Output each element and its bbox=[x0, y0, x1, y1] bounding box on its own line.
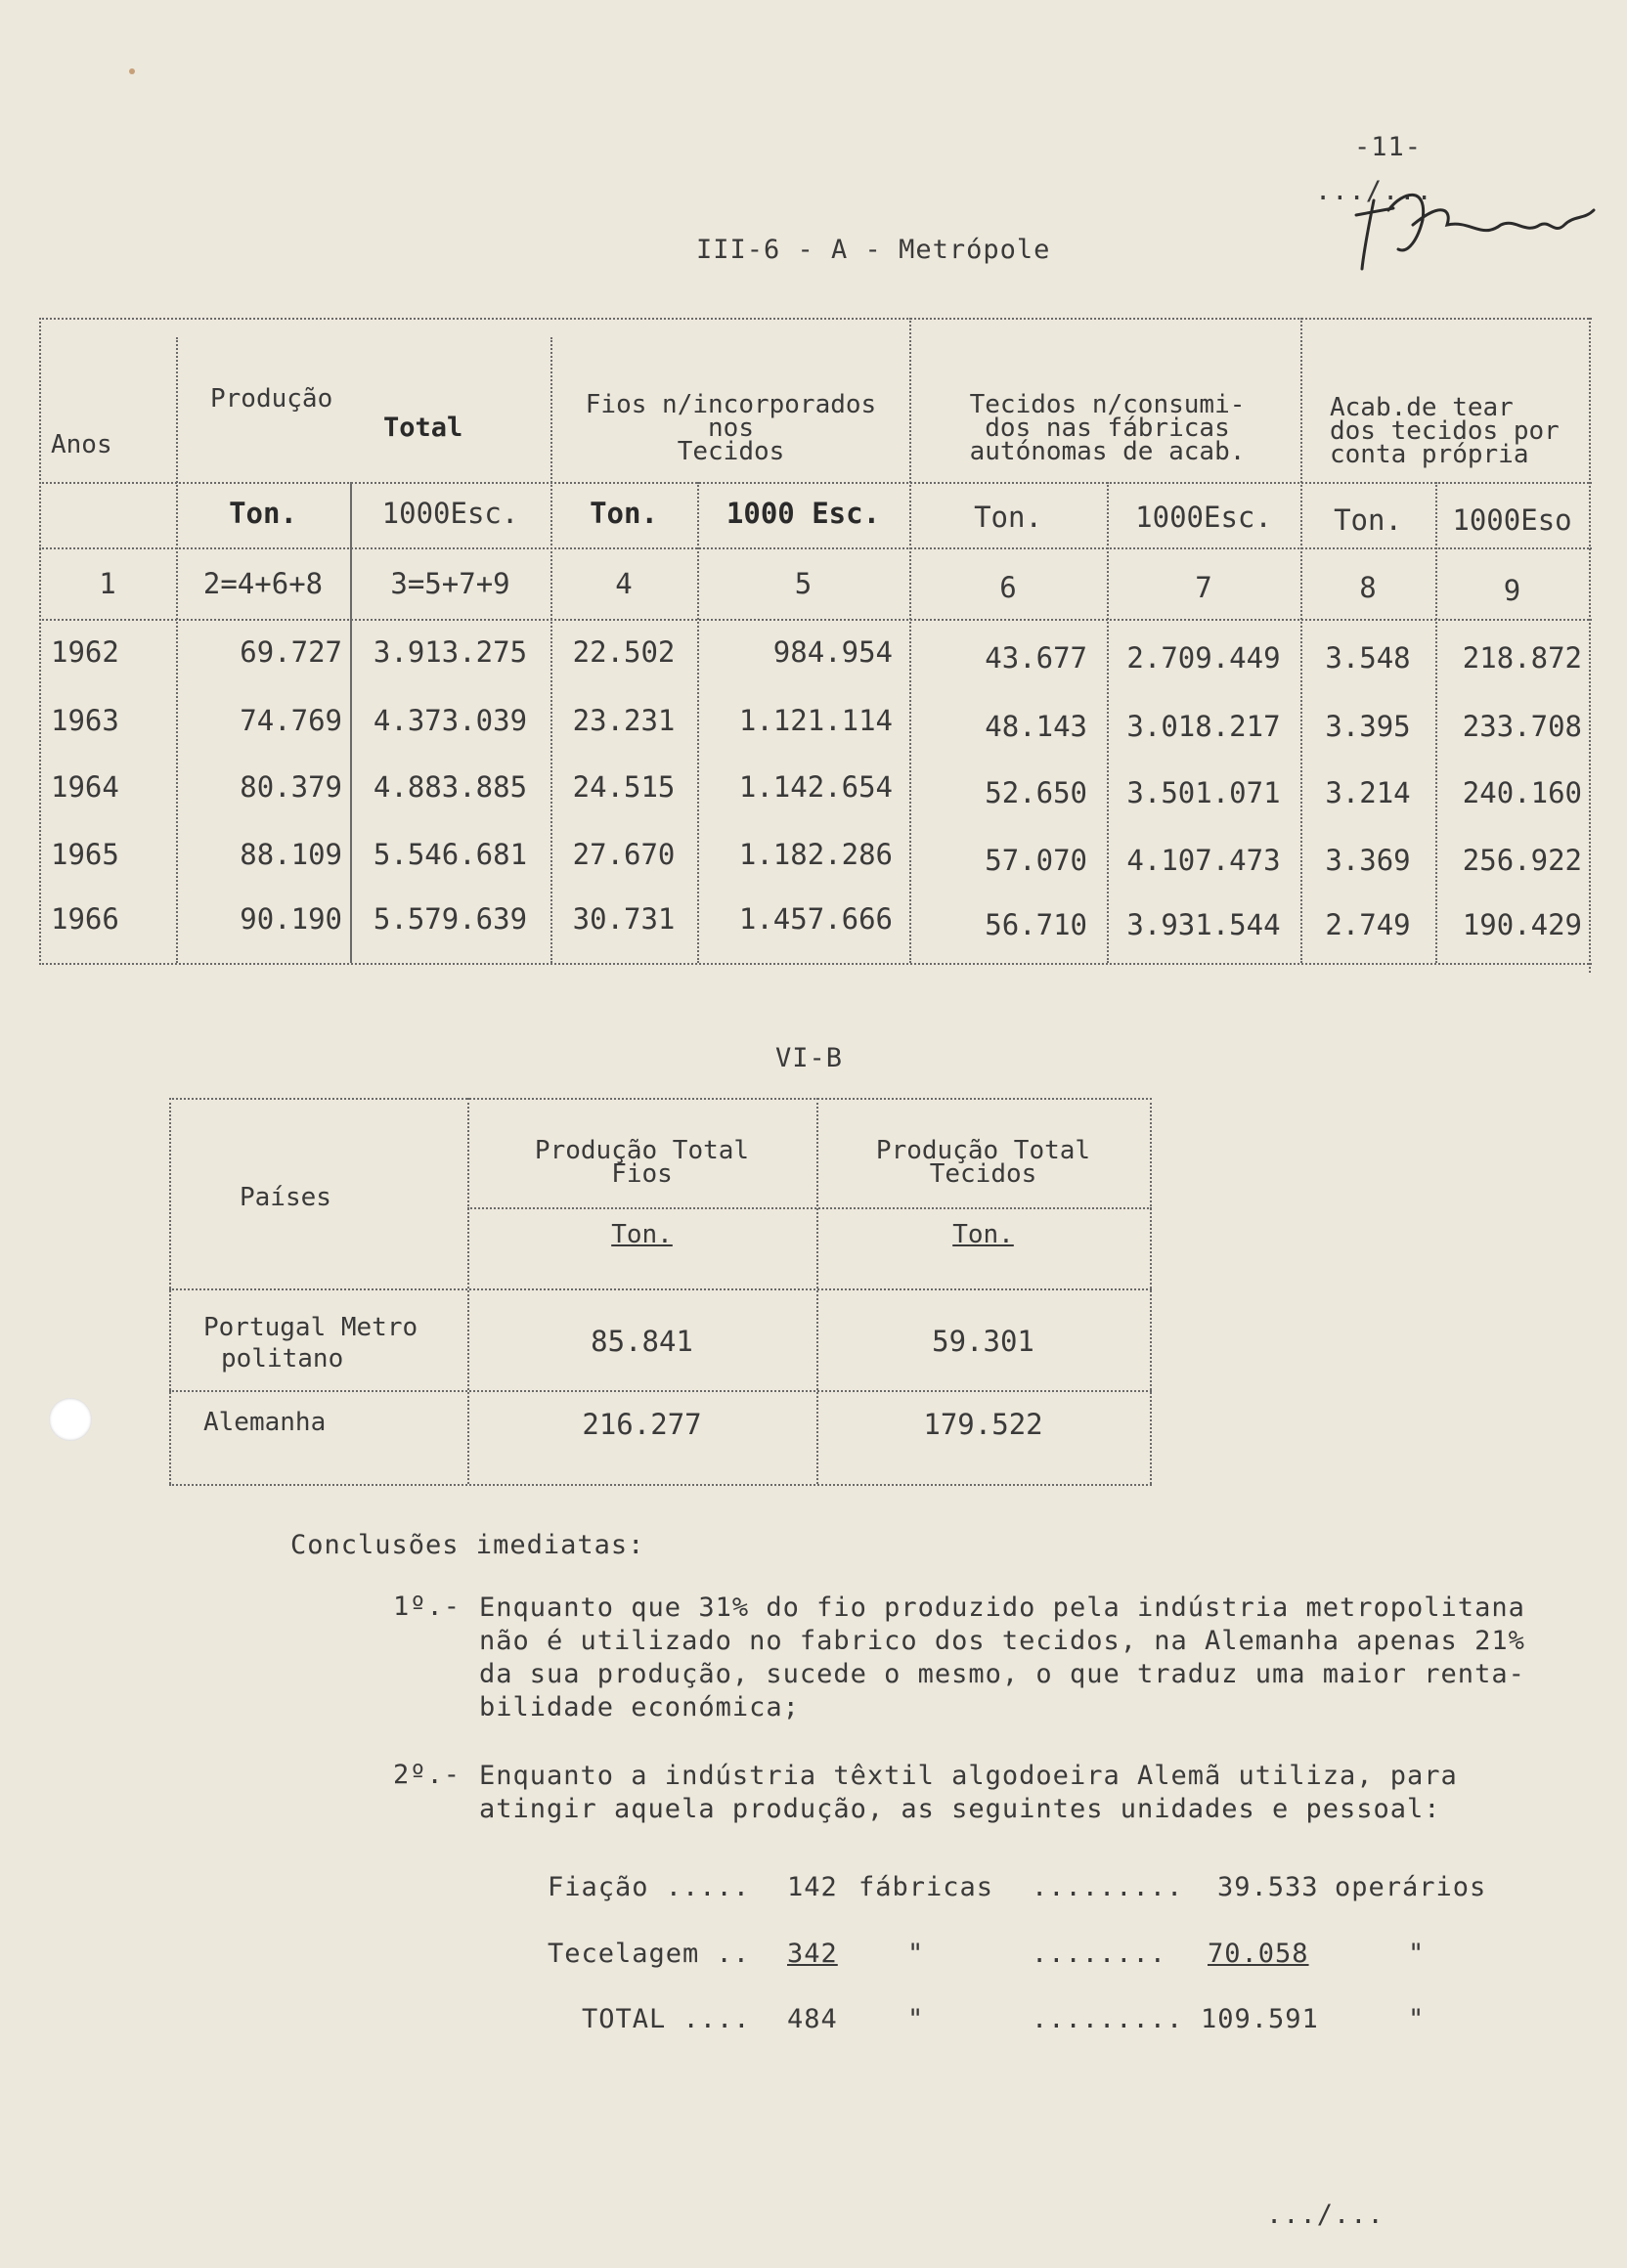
table-cell: 3.214 bbox=[1325, 776, 1411, 809]
table-cell: 48.143 bbox=[985, 710, 1087, 743]
table-cell: 3.018.217 bbox=[1126, 710, 1281, 743]
table-cell: 56.710 bbox=[985, 908, 1087, 941]
header-producao-fios: Produção Total Fios bbox=[534, 1136, 750, 1189]
table-cell: 23.231 bbox=[572, 704, 676, 737]
alemanha-tecidos: 179.522 bbox=[923, 1408, 1043, 1441]
staff-factories-unit: " bbox=[907, 1939, 925, 1969]
staff-workers: 39.533 bbox=[1217, 1872, 1319, 1902]
continuation-bottom: .../... bbox=[1266, 2200, 1385, 2230]
colnum-cell: 6 bbox=[999, 571, 1017, 604]
staff-factories-unit: " bbox=[907, 2004, 925, 2034]
colnum-cell: 5 bbox=[794, 567, 813, 600]
page-number: -11- bbox=[1354, 132, 1423, 162]
table-cell: 24.515 bbox=[572, 770, 676, 804]
colnum-cell: 4 bbox=[615, 567, 633, 600]
unit-cell: Ton. bbox=[1334, 503, 1402, 537]
colnum-cell: 7 bbox=[1195, 571, 1212, 604]
table-cell: 3.931.544 bbox=[1126, 908, 1281, 941]
staff-label: Tecelagem .. bbox=[548, 1939, 751, 1969]
table-cell: 90.190 bbox=[240, 902, 342, 936]
table-cell: 240.160 bbox=[1462, 776, 1582, 809]
staff-dots: ......... bbox=[1032, 2004, 1184, 2034]
conclusions-heading: Conclusões imediatas: bbox=[290, 1530, 645, 1560]
country-portugal: Portugal Metro politano bbox=[203, 1313, 418, 1374]
unit-cell: Ton. bbox=[229, 497, 297, 530]
staff-workers: 70.058 bbox=[1208, 1939, 1309, 1969]
table-cell: 1.182.286 bbox=[738, 838, 893, 871]
staff-workers: 109.591 bbox=[1201, 2004, 1319, 2034]
table-cell: 27.670 bbox=[572, 838, 676, 871]
year-cell: 1964 bbox=[51, 770, 119, 804]
portugal-tecidos: 59.301 bbox=[932, 1325, 1034, 1358]
table-cell: 3.501.071 bbox=[1126, 776, 1281, 809]
table-cell: 80.379 bbox=[240, 770, 342, 804]
year-cell: 1963 bbox=[51, 704, 119, 737]
colnum-cell: 2=4+6+8 bbox=[202, 567, 324, 600]
staff-workers-unit: operários bbox=[1335, 1872, 1487, 1902]
table-cell: 3.369 bbox=[1325, 844, 1411, 877]
staff-label: Fiação ..... bbox=[548, 1872, 751, 1902]
table-cell: 22.502 bbox=[572, 635, 676, 669]
table-cell: 74.769 bbox=[240, 704, 342, 737]
header-total: Total bbox=[383, 413, 463, 443]
table-cell: 88.109 bbox=[240, 838, 342, 871]
header-acab: Acab.de tear dos tecidos por conta própria bbox=[1330, 393, 1560, 469]
staff-workers-unit: " bbox=[1408, 1939, 1426, 1969]
country-alemanha: Alemanha bbox=[203, 1408, 327, 1437]
unit-ton-tecidos: Ton. bbox=[952, 1220, 1014, 1249]
conclusion-2-number: 2º.- bbox=[393, 1760, 462, 1790]
colnum-cell: 3=5+7+9 bbox=[390, 567, 510, 600]
stain-mark bbox=[129, 68, 135, 74]
signature bbox=[1354, 181, 1599, 279]
staff-factories-unit: fábricas bbox=[858, 1872, 994, 1902]
unit-cell: Ton. bbox=[590, 497, 658, 530]
table-cell: 69.727 bbox=[240, 635, 342, 669]
table-cell: 3.548 bbox=[1325, 641, 1411, 675]
unit-cell: 1000Esc. bbox=[381, 497, 519, 530]
header-producao: Produção bbox=[210, 384, 333, 414]
staff-dots: ........ bbox=[1032, 1939, 1167, 1969]
table-cell: 30.731 bbox=[572, 902, 676, 936]
table-cell: 5.579.639 bbox=[373, 902, 528, 936]
header-producao-tecidos: Produção Total Tecidos bbox=[875, 1136, 1091, 1189]
table-cell: 3.395 bbox=[1325, 710, 1411, 743]
table-cell: 1.142.654 bbox=[738, 770, 893, 804]
header-anos: Anos bbox=[51, 430, 112, 459]
staff-factories: 342 bbox=[787, 1939, 838, 1969]
staff-workers-unit: " bbox=[1408, 2004, 1426, 2034]
staff-dots: ......... bbox=[1032, 1872, 1184, 1902]
table-cell: 1.121.114 bbox=[738, 704, 893, 737]
conclusion-2-text: Enquanto a indústria têxtil algodoeira Alemã utiliza, para atingir aquela produção, as seguintes unidades e pessoal: bbox=[479, 1761, 1458, 1824]
continuation-top: .../... bbox=[1315, 176, 1433, 206]
table-cell: 233.708 bbox=[1462, 710, 1582, 743]
unit-cell: 1000 Esc. bbox=[726, 497, 881, 530]
table-cell: 256.922 bbox=[1462, 844, 1582, 877]
header-fios: Fios n/incorporados nos Tecidos bbox=[585, 390, 877, 466]
table-cell: 4.373.039 bbox=[373, 704, 528, 737]
year-cell: 1962 bbox=[51, 635, 119, 669]
unit-cell: 1000Eso bbox=[1452, 503, 1572, 537]
table2-title: VI-B bbox=[775, 1043, 844, 1073]
unit-cell: Ton. bbox=[974, 501, 1042, 534]
table-cell: 984.954 bbox=[772, 635, 893, 669]
year-cell: 1965 bbox=[51, 838, 119, 871]
table-cell: 2.749 bbox=[1325, 908, 1411, 941]
conclusion-1-text: Enquanto que 31% do fio produzido pela indústria metropolitana não é utilizado no fabrico dos tecidos, na Alemanha apenas 21% da sua produção, sucede o mesmo, o que traduz uma maior renta- bilidade económica; bbox=[479, 1592, 1525, 1723]
table-cell: 218.872 bbox=[1462, 641, 1582, 675]
table1-title: III-6 - A - Metrópole bbox=[696, 235, 1051, 265]
table-cell: 5.546.681 bbox=[373, 838, 528, 871]
table-cell: 3.913.275 bbox=[373, 635, 528, 669]
table-cell: 52.650 bbox=[985, 776, 1087, 809]
colnum-cell: 9 bbox=[1503, 574, 1521, 607]
table-cell: 43.677 bbox=[985, 641, 1087, 675]
header-paises: Países bbox=[240, 1183, 331, 1212]
unit-cell: 1000Esc. bbox=[1135, 501, 1272, 534]
punch-hole bbox=[49, 1398, 92, 1441]
table-cell: 4.107.473 bbox=[1126, 844, 1281, 877]
staff-label: TOTAL .... bbox=[582, 2004, 751, 2034]
table-cell: 57.070 bbox=[985, 844, 1087, 877]
unit-ton-fios: Ton. bbox=[611, 1220, 673, 1249]
table-cell: 1.457.666 bbox=[738, 902, 893, 936]
portugal-fios: 85.841 bbox=[591, 1325, 693, 1358]
alemanha-fios: 216.277 bbox=[582, 1408, 702, 1441]
colnum-cell: 1 bbox=[99, 567, 116, 600]
header-tecidos: Tecidos n/consumi- dos nas fábricas autónomas de acab. bbox=[969, 390, 1246, 466]
staff-factories: 142 bbox=[787, 1872, 838, 1902]
table-cell: 2.709.449 bbox=[1126, 641, 1281, 675]
year-cell: 1966 bbox=[51, 902, 119, 936]
colnum-cell: 8 bbox=[1359, 571, 1377, 604]
staff-factories: 484 bbox=[787, 2004, 838, 2034]
table-cell: 4.883.885 bbox=[373, 770, 528, 804]
table-cell: 190.429 bbox=[1462, 908, 1582, 941]
conclusion-1-number: 1º.- bbox=[393, 1592, 462, 1622]
